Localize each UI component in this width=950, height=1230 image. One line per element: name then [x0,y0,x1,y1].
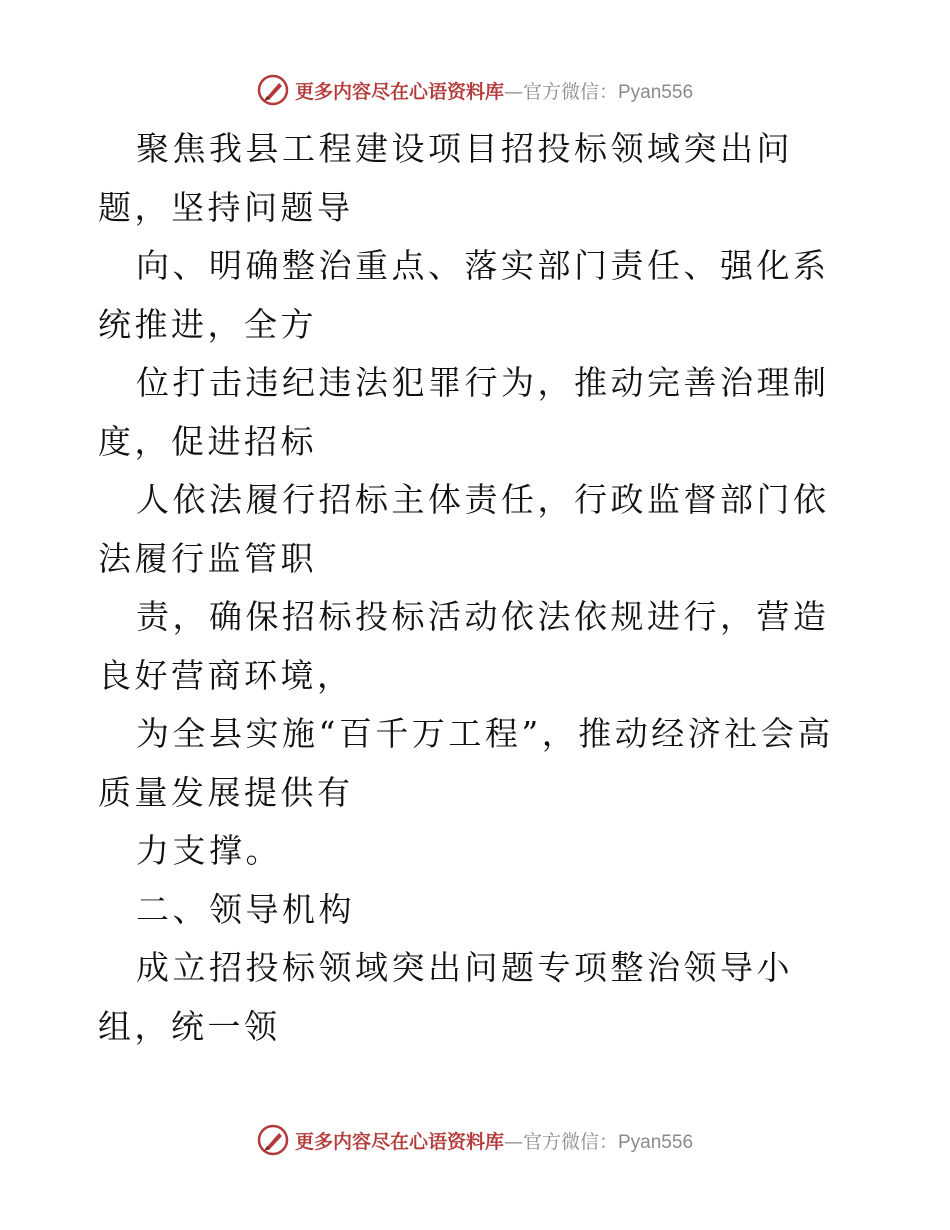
watermark-contact-label: 官方微信： [522,1130,618,1153]
watermark-banner-top [0,70,950,110]
line-text: 责，确保招标投标活动依法依规进行，营造良好 [98,597,830,695]
document-body [98,120,858,1056]
line-text-wrap: 行监管职 [171,538,317,578]
watermark-banner-bottom [0,1120,950,1160]
line-text: 力支撑。 [136,831,282,870]
paragraph [98,822,858,881]
watermark-brand: 更多内容尽在心语资料库 [294,1130,504,1153]
line-text: 向、明确整治重点、落实部门责任、强化系统推 [98,246,830,344]
line-text-wrap: 促进招标 [171,421,317,461]
paragraph [98,237,858,354]
heading-text: 二、领导机构 [136,889,355,929]
watermark-contact-id: Pyan556 [618,81,694,103]
paragraph [98,588,858,705]
watermark-contact-label: 官方微信： [522,80,618,103]
line-text: 人依法履行招标主体责任，行政监督部门依法履 [98,480,830,578]
watermark-separator: — [503,80,523,103]
watermark-text [295,1127,693,1154]
line-text: 为全县实施“百千万工程”，推动经济社会高质 [98,714,834,812]
line-text-wrap: 进，全方 [171,304,317,344]
paragraph [98,939,858,1056]
line-text: 聚焦我县工程建设项目招投标领域突出问题，坚 [98,129,793,227]
watermark-text [295,77,693,104]
paragraph [98,120,858,237]
paragraph [98,705,858,822]
quill-pen-logo-icon [257,1124,289,1156]
watermark-separator: — [503,1130,523,1153]
line-text-wrap: 一领 [207,1006,281,1046]
quill-pen-logo-icon [257,74,289,106]
section-heading [98,881,858,940]
line-text: 成立招投标领域突出问题专项整治领导小组，统 [98,948,793,1046]
line-text-wrap: 营商环境， [171,655,354,695]
line-text-wrap: 量发展提供有 [134,772,354,812]
line-text: 位打击违纪违法犯罪行为，推动完善治理制度， [98,363,830,461]
watermark-contact-id: Pyan556 [618,1131,694,1153]
paragraph [98,354,858,471]
watermark-brand: 更多内容尽在心语资料库 [294,80,504,103]
paragraph [98,471,858,588]
line-text-wrap: 持问题导 [207,187,354,227]
